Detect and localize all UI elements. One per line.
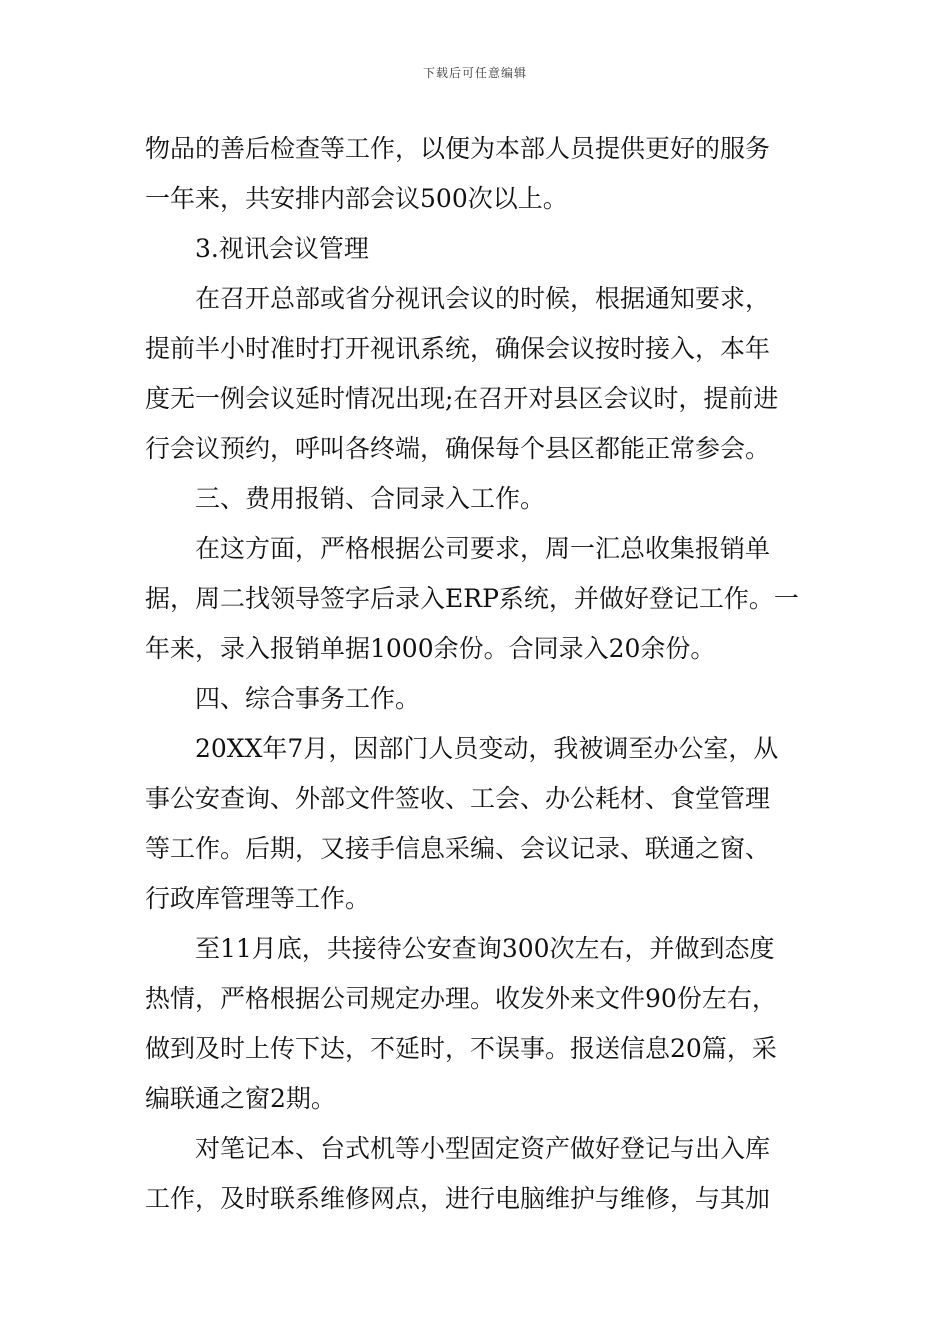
body-line: 据，周二找领导签字后录入ERP系统，并做好登记工作。一 bbox=[145, 584, 799, 613]
body-line: 热情，严格根据公司规定办理。收发外来文件90份左右， bbox=[145, 984, 777, 1013]
body-line: 20XX年7月，因部门人员变动，我被调至办公室，从 bbox=[195, 734, 779, 763]
body-line: 编联通之窗2期。 bbox=[145, 1084, 336, 1113]
body-line: 度无一例会议延时情况出现;在召开对县区会议时，提前进 bbox=[145, 384, 779, 413]
body-line: 行会议预约，呼叫各终端，确保每个县区都能正常参会。 bbox=[145, 434, 771, 463]
body-line: 至11月底，共接待公安查询300次左右，并做到态度 bbox=[195, 934, 775, 963]
document-body bbox=[145, 124, 810, 1224]
body-line: 在这方面，严格根据公司要求，周一汇总收集报销单 bbox=[195, 534, 771, 563]
body-line: 做到及时上传下达，不延时，不误事。报送信息20篇，采 bbox=[145, 1034, 777, 1063]
section-heading: 四、综合事务工作。 bbox=[195, 684, 421, 713]
body-line: 一年来，共安排内部会议500次以上。 bbox=[145, 184, 568, 213]
page-header: 下载后可任意编辑 bbox=[422, 66, 527, 80]
body-line: 事公安查询、外部文件签收、工会、办公耗材、食堂管理 bbox=[145, 784, 771, 813]
section-heading: 三、费用报销、合同录入工作。 bbox=[195, 484, 546, 513]
body-line: 工作，及时联系维修网点，进行电脑维护与维修，与其加 bbox=[145, 1184, 771, 1213]
body-line: 行政库管理等工作。 bbox=[145, 884, 371, 913]
body-line: 年来，录入报销单据1000余份。合同录入20余份。 bbox=[145, 634, 716, 663]
body-line: 物品的善后检查等工作，以便为本部人员提供更好的服务 bbox=[145, 134, 771, 163]
body-line: 等工作。后期，又接手信息采编、会议记录、联通之窗、 bbox=[145, 834, 771, 863]
body-line: 提前半小时准时打开视讯系统，确保会议按时接入，本年 bbox=[145, 334, 771, 363]
section-heading: 3.视讯会议管理 bbox=[195, 234, 369, 263]
body-line: 对笔记本、台式机等小型固定资产做好登记与出入库 bbox=[195, 1134, 771, 1163]
body-line: 在召开总部或省分视讯会议的时候，根据通知要求， bbox=[195, 284, 771, 313]
